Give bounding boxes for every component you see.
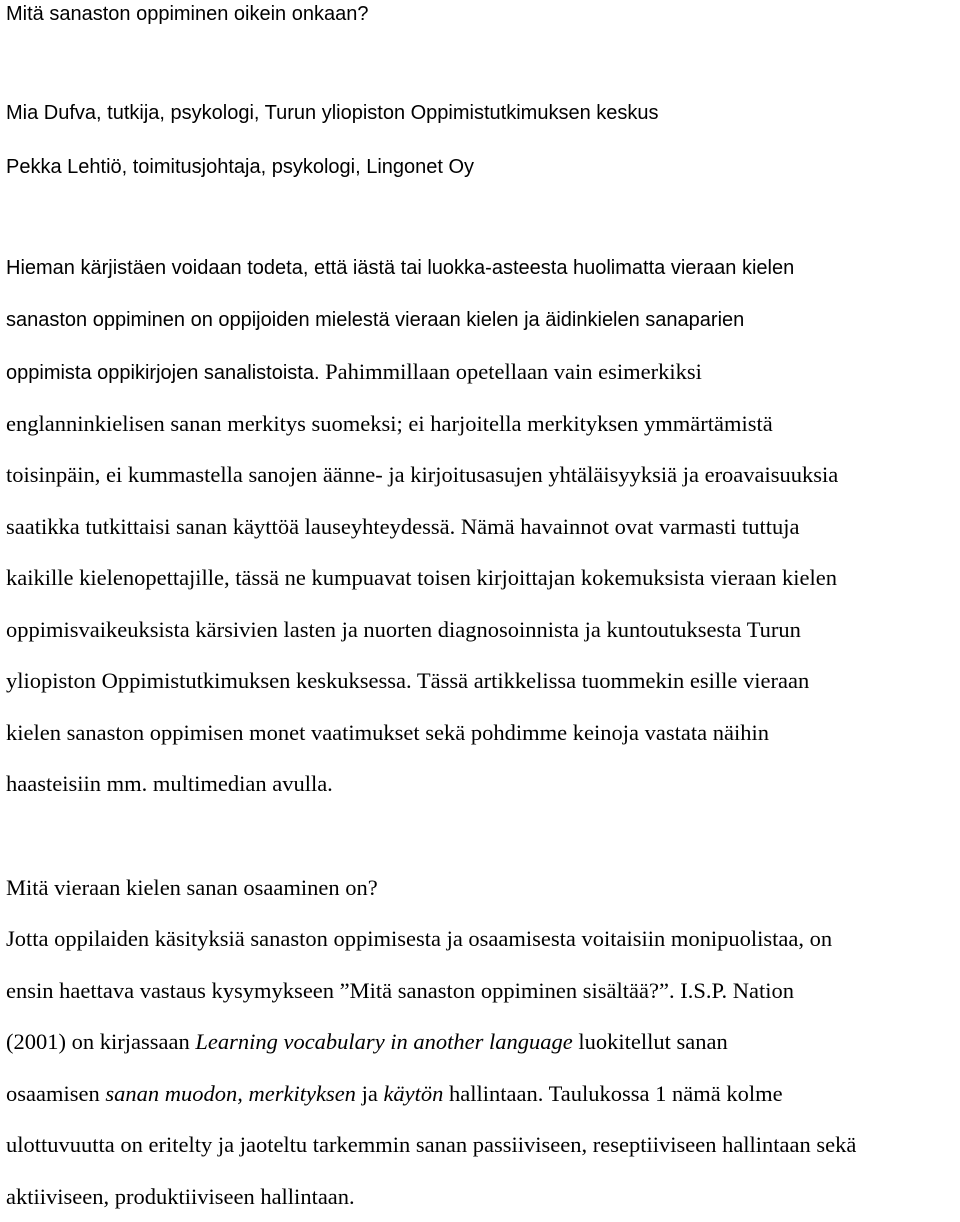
paragraph-line: englanninkielisen sanan merkitys suomeksi; ei harjoitella merkityksen ymmärtämistä: [6, 398, 838, 450]
paragraph-line: Hieman kärjistäen voidaan todeta, että iästä tai luokka-asteesta huolimatta vieraan kielen: [6, 243, 838, 295]
paragraph-line: toisinpäin, ei kummastella sanojen äänne- ja kirjoitusasujen yhtäläisyyksiä ja eroavaisuuksia: [6, 449, 838, 501]
paragraph-line: oppimisvaikeuksista kärsivien lasten ja nuorten diagnosoinnista ja kuntoutuksesta Turun: [6, 604, 838, 656]
paragraph-text: ja: [356, 1081, 384, 1106]
paragraph-line: kaikille kielenopettajille, tässä ne kumpuavat toisen kirjoittajan kokemuksista vieraan kielen: [6, 552, 838, 604]
paragraph-line: yliopiston Oppimistutkimuksen keskuksessa. Tässä artikkelissa tuommekin esille vieraan: [6, 655, 838, 707]
paragraph-line: saatikka tutkittaisi sanan käyttöä lauseyhteydessä. Nämä havainnot ovat varmasti tuttuja: [6, 501, 838, 553]
author-line-2: Pekka Lehtiö, toimitusjohtaja, psykologi, Lingonet Oy: [6, 142, 474, 194]
book-title: Learning vocabulary in another language: [195, 1029, 572, 1054]
paragraph-text: (2001) on kirjassaan: [6, 1029, 195, 1054]
paragraph-line: [6, 1016, 856, 1068]
section-heading: Mitä vieraan kielen sanan osaaminen on?: [6, 862, 378, 914]
paragraph-line: sanaston oppiminen on oppijoiden mielestä vieraan kielen ja äidinkielen sanaparien: [6, 295, 838, 347]
paragraph-line: aktiiviseen, produktiiviseen hallintaan.: [6, 1171, 856, 1222]
paragraph-line: ulottuvuutta on eritelty ja jaoteltu tarkemmin sanan passiiviseen, reseptiiviseen hallintaan sekä: [6, 1119, 856, 1171]
paragraph-text-sans: oppimista oppikirjojen sanalistoista.: [6, 362, 320, 384]
paragraph-line: kielen sanaston oppimisen monet vaatimukset sekä pohdimme keinoja vastata näihin: [6, 707, 838, 759]
paragraph-text-serif: Pahimmillaan opetellaan vain esimerkiksi: [320, 359, 702, 384]
emphasis-text: sanan muodon, merkityksen: [105, 1081, 356, 1106]
paragraph-line: [6, 1068, 856, 1120]
paragraph-line: Jotta oppilaiden käsityksiä sanaston oppimisesta ja osaamisesta voitaisiin monipuolistaa, on: [6, 913, 856, 965]
intro-paragraph: [6, 243, 838, 810]
emphasis-text: käytön: [383, 1081, 443, 1106]
paragraph-text: hallintaan. Taulukossa 1 nämä kolme: [443, 1081, 782, 1106]
author-line-1: Mia Dufva, tutkija, psykologi, Turun yliopiston Oppimistutkimuksen keskus: [6, 88, 659, 140]
paragraph-line: [6, 346, 838, 398]
paragraph-text: osaamisen: [6, 1081, 105, 1106]
paragraph-text: luokitellut sanan: [573, 1029, 728, 1054]
paragraph-line: haasteisiin mm. multimedian avulla.: [6, 758, 838, 810]
section-paragraph: [6, 913, 856, 1222]
paragraph-line: ensin haettava vastaus kysymykseen ”Mitä sanaston oppiminen sisältää?”. I.S.P. Nation: [6, 965, 856, 1017]
document-title: Mitä sanaston oppiminen oikein onkaan?: [6, 0, 368, 41]
